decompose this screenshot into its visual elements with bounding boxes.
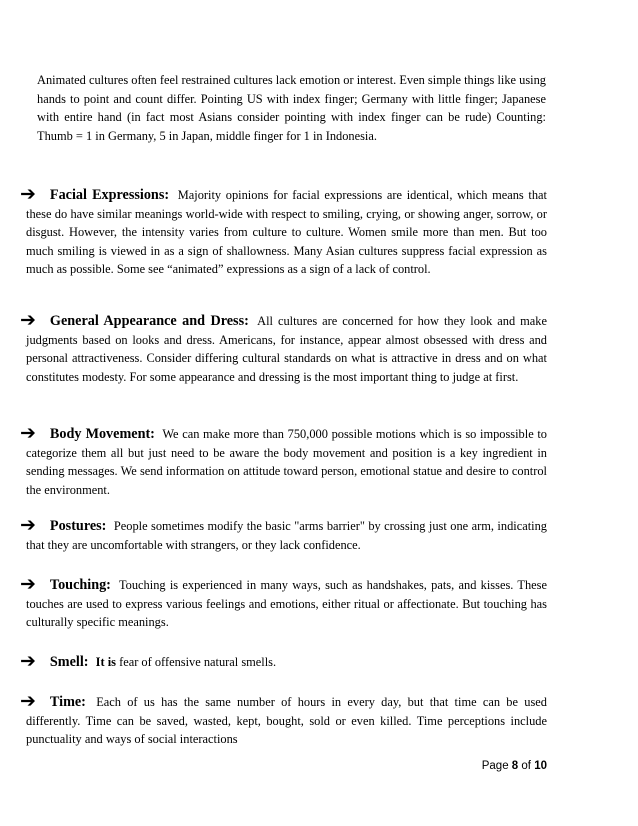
- section-body-movement: [20, 422, 547, 499]
- section-body: All cultures are concerned for how they look and make judgments based on looks and dress. Americans, for instance, appear almost obsessed with dress and personal attractiveness. Consider differing cultural standards on what is attractive in dress and on what constitutes modesty. For some appearance and dressing is the most important thing to judge at first.: [26, 314, 547, 384]
- section-heading: Time:: [49, 694, 86, 710]
- arrow-icon: ➔: [20, 309, 36, 331]
- section-body: Majority opinions for facial expressions are identical, which means that these do have similar meanings world-wide with respect to smiling, crying, or showing anger, sorrow, or disgust. However, the intensity varies from culture to culture. Women smile more than men. But too much smiling is viewed in as a sign of shallowness. Many Asian cultures suppress facial expression as much as possible. Some see “animated” expressions as a sign of a lack of control.: [26, 188, 547, 277]
- section-bold-lead: It is: [95, 655, 116, 669]
- section-body: Each of us has the same number of hours in every day, but that time can be used differently. Time can be saved, wasted, kept, bought, sold or even killed. Time perceptions include punctuality and ways of social interactions: [26, 695, 547, 747]
- section-heading: General Appearance and Dress:: [49, 313, 249, 329]
- section-smell: [20, 650, 547, 672]
- section-heading: Touching:: [49, 577, 111, 593]
- section-heading: Postures:: [49, 518, 107, 534]
- section-body: fear of offensive natural smells.: [119, 655, 277, 669]
- footer-total-pages: 10: [534, 760, 547, 772]
- arrow-icon: ➔: [20, 514, 36, 536]
- arrow-icon: ➔: [20, 690, 36, 712]
- arrow-icon: ➔: [20, 183, 36, 205]
- section-touching: [20, 573, 547, 632]
- section-facial-expressions: [20, 183, 547, 279]
- arrow-icon: ➔: [20, 650, 36, 672]
- footer-page-number: 8: [511, 760, 519, 772]
- arrow-icon: ➔: [20, 422, 36, 444]
- section-body: People sometimes modify the basic "arms barrier" by crossing just one arm, indicating that they are uncomfortable with strangers, or they lack confidence.: [26, 519, 547, 552]
- intro-paragraph: Animated cultures often feel restrained cultures lack emotion or interest. Even simple things like using hands to point and count differ. Pointing US with index finger; Germany with little finger; Japanese with entire hand (in fact most Asians consider pointing with index finger can be rude) Counting: Thumb = 1 in Germany, 5 in Japan, middle finger for 1 in Indonesia.: [37, 73, 546, 144]
- footer-page-word: Page: [481, 760, 509, 772]
- section-body: We can make more than 750,000 possible motions which is so impossible to categorize them all but just need to be aware the body movement and position is a key ingredient in sending messages. We send information on attitude toward person, emotional statue and desire to control the environment.: [26, 427, 547, 497]
- arrow-icon: ➔: [20, 573, 36, 595]
- page-footer: [482, 760, 547, 772]
- section-heading: Body Movement:: [49, 426, 155, 442]
- section-postures: [20, 514, 547, 554]
- section-heading: Facial Expressions:: [49, 187, 170, 203]
- section-general-appearance: [20, 309, 547, 386]
- section-heading: Smell:: [49, 654, 89, 670]
- footer-of-word: of: [521, 760, 531, 772]
- section-body: Touching is experienced in many ways, such as handshakes, pats, and kisses. These touches are used to express various feelings and emotions, either ritual or affectionate. But touching has culturally specific meanings.: [26, 578, 547, 630]
- section-time: [20, 690, 547, 749]
